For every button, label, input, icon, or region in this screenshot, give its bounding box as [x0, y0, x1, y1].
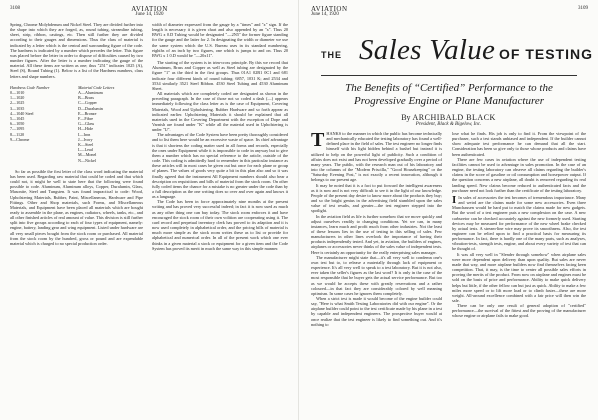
code-entry: 6—1050	[10, 121, 25, 127]
material-code-title: Material Code Letters	[78, 84, 115, 90]
code-entry: 1—1020	[10, 95, 25, 101]
code-entry: 9—Chrome	[10, 136, 30, 142]
code-entry: B—Brass	[78, 95, 94, 101]
section-paragraph	[452, 195, 586, 252]
paragraph: There can be only one result of general adoption of "certified" performance—the survival of the fittest and the proving of the manufacturer whose engine or airplane fails to make good.	[452, 303, 586, 319]
material-code-list	[78, 90, 142, 163]
left-col1-intro	[10, 22, 143, 79]
title-the: THE	[321, 50, 342, 60]
paragraph: It may be noted that it is a fact to put forward the intelligent awareness as it is now and is not very difficult to see it in the light of our knowledge. People of the present day desire to know more about the products they buy; and so the bright genius in the advertising field stumbled upon the sales value of test results, and greater—the test engineer stepped into the spotlight.	[311, 182, 442, 214]
paragraph: The Code has been in force approximately nine months at the present writing and has proved very successful indeed; in fact it is now used as much as any other thing one can buy today. The stock room enforces it and have encouraged the stock room of their own volition are cooperating using it. The card record and perpetual inventory clerk has proved to its adaption and it is now used completely in alphabetical order, and the pricing bills of material is much more simple as the stock room writes these as to list or provide for alphabetical and numerical order. In all of the present work which one ever thinks in a given material a stock or equipment for a given item and the Code System has proved its merit in much the same way in this simple manner.	[152, 199, 288, 251]
right-column-1	[311, 131, 442, 418]
code-entry: D—Duralumin	[78, 105, 103, 111]
title-rule	[321, 75, 577, 76]
byline-by: By	[401, 113, 411, 122]
code-entry: M—Monel	[78, 152, 97, 158]
code-entry: G—Glass	[78, 121, 95, 127]
code-entry: 8—1120	[10, 131, 25, 137]
paragraph: So far as possible the first letter of the class word indicating the material has been used. Regarding raw material that could be coded and that which could not, it might be well to state here that the following were found possible to code. Aluminum, Aluminum alloys, Copper, Duralumin, Glass, Masonite, Steel and Tungsten. It was found impractical to code: Wood, Upholstering Materials, Rubber, Paint, Miscellaneous, Hardware and Pipe Fittings. Other and Shop materials, such Forms, and Miscellaneous Materials, and Equipment have been placed all materials which are bought ready to assemble in the plane, as engines, radiators, wheels, tanks, etc., and all other finished articles of real amount of value. This division is still further split into five groups according to each of four types of equipment, namely: engine, battery, landing gear and wing equipment. Listed under hardware are all very small pieces bought from the stock room or purchased. All material from the stock room by the hundred, gross or pound and are expendable material which is charged to no special production order.	[10, 168, 143, 246]
paragraph: When a strict test is made it would become of the engine builder could say, "Here is what Smith Testing Laboratories did with our engine". Or the airplane builder could point to the test certificate made by his plane in a test by capable and independent engineers. The prospective buyer would at once realize that the test engineer is likely to find something out. And it's nothing to	[311, 296, 442, 327]
left-page-number: 3108	[10, 6, 20, 11]
code-tables	[10, 85, 143, 163]
code-entry: 4—1040 Steel	[10, 110, 34, 116]
code-entry: 5—1045	[10, 115, 25, 121]
paragraph: HANKS to the manner in which the public has become technically and mechanically educated the testing laboratory has found a well-defined place in the field of sales. The test engineer no longer finds himself with his light hidden behind a bushel but instead it is utilized to help on the powerful light of publicity. Such a condition of affairs does not exist and has not been developed gradually over a period of many years. The public, with the research man out of his laboratory and into the columns of the "Modern Priscilla," "Good Housekeeping" or the "Saturday Evening Post," is not exactly a recent innovation, although it belongs to our present age.	[311, 131, 442, 183]
code-entry: H—Hide	[78, 126, 94, 132]
code-entry: N—Nickel	[78, 157, 96, 163]
right-page	[299, 0, 598, 420]
code-entry: C—Copper	[78, 100, 97, 106]
drop-cap: T	[311, 131, 325, 151]
code-entry: I—Iron	[78, 131, 91, 137]
byline	[299, 113, 598, 122]
left-masthead	[0, 6, 299, 18]
code-entry: 2—1025	[10, 100, 25, 106]
right-page-number: 3109	[578, 6, 588, 11]
code-entry: 7—1095	[10, 126, 25, 132]
code-entry: 3—1035	[10, 105, 25, 111]
paragraph: In sales of accessories the test becomes of tremendous importance. Many and weird are the claims made for some new accessories. Even three Munchausen would be hard put to match the claims made for new gadgets. But the word of a test engineer puts a new complexion on the case. A new carburetor can be checked accurately against the new formerly used. Starting devices may be measured for performance of the new wheel brake checked by actual tests. A stream-line wire may prove its smoothness. Also, the test engineer can be relied upon to find a practical basis for measuring its performance. In fact, there is hardly one of the many parts, such as analyses, vibration-tests, strength tests, engine, and about every variety of test that can be thought of.	[452, 194, 586, 252]
right-col2-body	[452, 131, 586, 319]
code-entry: L—Lead	[78, 147, 93, 153]
right-issue-date: June 14, 1920	[311, 12, 339, 17]
code-entry: J—Ivory	[78, 136, 93, 142]
code-entry: F—Fibre	[78, 115, 94, 121]
right-column-2	[452, 131, 586, 418]
hardness-code-table	[10, 85, 74, 163]
right-masthead	[311, 6, 348, 18]
paragraph: It was all very well in "Slender through somehow" when airplane sales were more dependent upon delivery than upon quality. But sales are never made that way, and more airplane builders now find themselves facing keen competition. That, it may, is the time to center all possible sales efforts in proving the merits of the product. From now on airplane and engines must be sold on the basis of price and performance. Ability to make quick delivery helps but little, if the other fellow can but just as quick. Ability to make a few miles more speed or to lift more load or to climb faster—these are more weight. All-around excellence combined with a fair price will then win the sale.	[452, 251, 586, 303]
left-magazine-name: AVIATION	[131, 5, 168, 13]
hardness-code-title: Hardness Code Number	[10, 84, 50, 90]
code-entry: K—Steel	[78, 141, 94, 147]
paragraph: lose what he finds. His job is only to find it. From the viewpoint of the purchaser, such a test stands unbiased and independent. If the builder cannot show adequate test performance he can demand that all the start. Consideration has been so give only to those whose products and claims have been authenticated.	[452, 131, 586, 157]
paragraph: All materials which are completely coded are designated as shown in the preceding paragraph. In the case of those not so coded a dash (—) appears immediately following the class letter as is the case of Equipment, Covering Materials, Wood and Upholstering. Rubber Hardware and so forth appear as indicated earlier. Upholstering Materials it should be explained that all materials used in the Covering Department with the exception of Dope and Varnish are found under "K" while all the material used in Upholstering is under "U".	[152, 91, 288, 133]
right-col1-body	[311, 131, 442, 327]
paragraph: Spring, Chrome Molybdenum and Nickel Steel. They are divided further into the shape into which they are forged, as, round tubing, streamline tubing, sheet, strip, ribbon, castings, etc. Then still further they are divided according to their gauges and dimensions. Thus the class of material is indicated by a letter which is the central and surrounding figure of the code. The hardness is indicated by a number which precedes the letter. This figure was placed before the letter in order to dispose of difficulties caused by two number figures. After the letter is a number indicating the gauge of the material. All these items are written as one; thus "251" indicates 1025 (A), Steel (S), Round Tubing (1). Below is a list of the Hardness numbers, class letters and shape numbers.	[10, 22, 143, 79]
author-affiliation: President, Black & Bigelow, Inc.	[415, 122, 482, 127]
article-title: Sales Value	[359, 34, 496, 66]
left-column-1	[10, 22, 143, 418]
code-entry: E—Bronze	[78, 110, 97, 116]
left-column-2	[152, 22, 288, 418]
title-of-testing: OF TESTING	[499, 46, 593, 62]
left-col2-body	[152, 22, 288, 251]
material-code-table	[78, 85, 142, 163]
paragraph: width of diameter expressed from the gauge by a "times" and "x" sign. If the length is necessary it is given chart and also appended by an "x". Thus 20 BWG x 0.D Tubing would be designated "—2N5" the former figure standing for the gauge and the latter for 2. In designating the width or diameter we use the same system which the U.S. Bureau uses in its standard numbering, eighths of an inch by two figures, one which is jumps to and on. Thus 20 BWG x 1 0.D would be "—20x11".	[152, 22, 288, 58]
paragraph: In the aviation field as life is further somehow that we move quickly and adjust ourselves readily to changing conditions. Yet we can, in many instances, learn much and profit much from other industries. Not the least of these lessons lies in the use of testing in this selling of sales. Few manufacturers in other lines overlook the importance of having their products independently tested. And yet, in aviation, the builders of engines, airplanes or accessories never thinks of the sales value of independent tests. Here is certainly an opportunity for the really enterprising sales manager.	[311, 213, 442, 255]
code-entry: 0—1010	[10, 89, 25, 95]
article-subtitle: The Benefits of “Certified” Performance to the Progressive Engine or Plane Manufacturer	[345, 82, 553, 107]
code-entry: A—Aluminum	[78, 89, 103, 95]
lead-paragraph	[311, 131, 442, 183]
left-col1-body	[10, 169, 143, 246]
right-magazine-name: AVIATION	[311, 5, 348, 13]
paragraph: The starting of the system is in trim-cross principle. By this we record that Aluminum, Brass and Copper as well as Steel tubing are designated by the figure "1" as the third in the first groups. Thus 01A1 02B1 0C1 and 681 indicate four different kinds of round tubing; 6857, 1031 K; and 2534 and 3534 similarly 3521 Steel Ribbon. 4530 Steel Tubing and 4530 Aluminum Sheet.	[152, 60, 288, 91]
paragraph: The advantages of the Code System have been pretty thoroughly considered and to list them here would be an excessive waste of space. Its chief advantage is that it shortens the coding matter used in all forms and records, especially the ones under Equipment while it is impossible to code in anyway but to give them a number which has no special reference to the article, outside of the code. This coding is admittedly hard to remember in this particular instance as these articles will in most cases be given out but once for each plane or group of planes. The values of goods very quite a bit in this plan also and so it was finally agreed that the instrument All Equipment numbers should also bear a description on requisitions and bills of material from the stock room. On other fully coded items the chance for a mistake is no greater under the code than by a full description as the one writing does so over and over again and knows it as a language.	[152, 132, 288, 200]
author-name: ARCHIBALD BLACK	[412, 113, 496, 122]
left-issue-date: June 14, 1920	[135, 12, 164, 17]
paragraph: The manufacturer might state that—it's all very well to condemn one's own test but to, to release a materially through lack of equipment or experience. It's all very well to speak to a test laboratory. But it is not also, ever taken the seller's figures as the last word? It is only in the case of the most responsible that he buyer gets the actual service performance. But too as we would be accepts these with greatly reservations and a rather coloured—in that fact they are considerably colored by well meaning optimism. In some cases he ignores them completely.	[311, 254, 442, 296]
drop-cap: I	[452, 193, 457, 206]
hardness-code-list	[10, 90, 74, 142]
paragraph: There are few cases in aviation where the use of independent testing facilities cannot be used to advantage in sales promotion. In the case of an engine, the testing laboratory can observe all claims regarding the builder's claims in the score of gasoline or oil consumption and horsepower output. If the question concerns a new airplane, all doubt is removed regarding its real landing speed. New claims become reduced to authenticated facts and the purchaser need not look further than the certificate of the testing laboratory.	[452, 156, 586, 193]
